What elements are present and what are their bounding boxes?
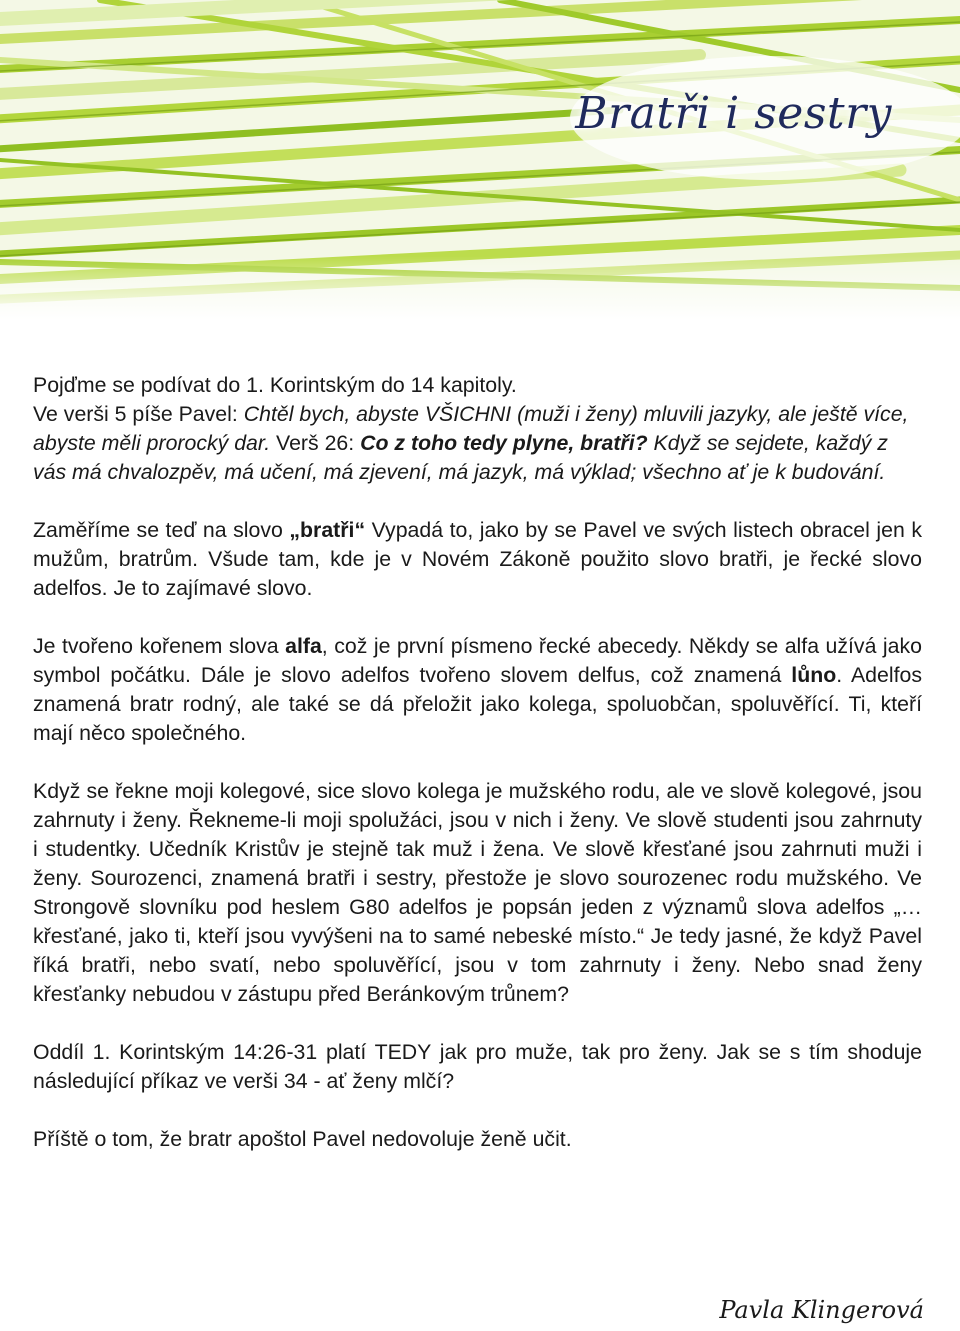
verse26-question: Co z toho tedy plyne, bratři?: [360, 431, 648, 455]
grass-blades-image: [0, 0, 960, 320]
article-body: [33, 371, 922, 1183]
paragraph-oddil: Oddíl 1. Korintským 14:26-31 platí TEDY jak pro muže, tak pro ženy. Jak se s tím shoduje následující příkaz ve verši 34 - ať ženy mlčí?: [33, 1040, 922, 1093]
verse26-quote: Když se sejdete, každý z vás má chvalozpěv, má učení, má zjevení, má jazyk, má výklad; všechno ať je k budování.: [33, 431, 888, 484]
verse5-quote: Chtěl bych, abyste VŠICHNI (muži i ženy) mluvili jazyky, ale ještě více, abyste měli prorocký dar.: [33, 402, 909, 455]
intro-line: Pojďme se podívat do 1. Korintským do 14 kapitoly.: [33, 373, 517, 397]
bold-word-bratri: „bratři“: [289, 518, 366, 542]
text-run: Vypadá to, jako by se Pavel ve svých listech obracel jen k mužům, bratrům. Všude tam, kde je v Novém Zákoně použito slovo bratři, je řecké slovo adelfos. Je to zajímavé slovo.: [33, 518, 922, 600]
verse26-prefix: Verš 26:: [270, 431, 361, 455]
text-run: . Adelfos znamená bratr rodný, ale také se dá přeložit jako kolega, spoluobčan, spoluvěřící. Ti, kteří mají něco společného.: [33, 663, 922, 745]
text-run: , což je první písmeno řecké abecedy. Někdy se alfa užívá jako symbol počátku. Dále je slovo adelfos tvořeno slovem delfus, což znamená: [33, 634, 922, 687]
author-signature: Pavla Klingerová: [719, 1296, 924, 1324]
verse5-prefix: Ve verši 5 píše Pavel:: [33, 402, 244, 426]
paragraph-kolegove: Když se řekne moji kolegové, sice slovo kolega je mužského rodu, ale ve slově kolegové, jsou zahrnuty i ženy. Řekneme-li moji spolužáci, jsou v nich i ženy. Ve slově studenti jsou zahrnuty i studentky. Učedník Kristův je stejně tak muž i žena. Ve slově křesťané jsou zahrnuti muži i ženy. Sourozenci, znamená bratři i sestry, přestože je slovo sourozenec rodu mužského. Ve Strongově slovníku pod heslem G80 adelfos je popsán jeden z významů slova adelfos „…křesťané, jako ti, kteří jsou vyvýšeni na to samé nebeské místo.“ Je tedy jasné, že když Pavel říká bratři, nebo svatí, nebo spoluvěřící, jsou v tom zahrnuty i ženy. Nebo snad ženy křesťanky nebudou v zástupu před Beránkovým trůnem?: [33, 779, 922, 1006]
text-run: Je tvořeno kořenem slova: [33, 634, 286, 658]
paragraph-alfa: [33, 632, 922, 748]
text-run: Zaměříme se teď na slovo: [33, 518, 290, 542]
paragraph-priste: Příště o tom, že bratr apoštol Pavel nedovoluje ženě učit.: [33, 1127, 572, 1151]
header-banner: [0, 0, 960, 320]
paragraph-bratri: [33, 516, 922, 603]
page-title: Bratři i sestry: [575, 88, 892, 139]
bold-word-alfa: alfa: [285, 634, 322, 658]
paragraph-intro: [33, 371, 922, 487]
bold-word-luno: lůno: [791, 663, 837, 687]
